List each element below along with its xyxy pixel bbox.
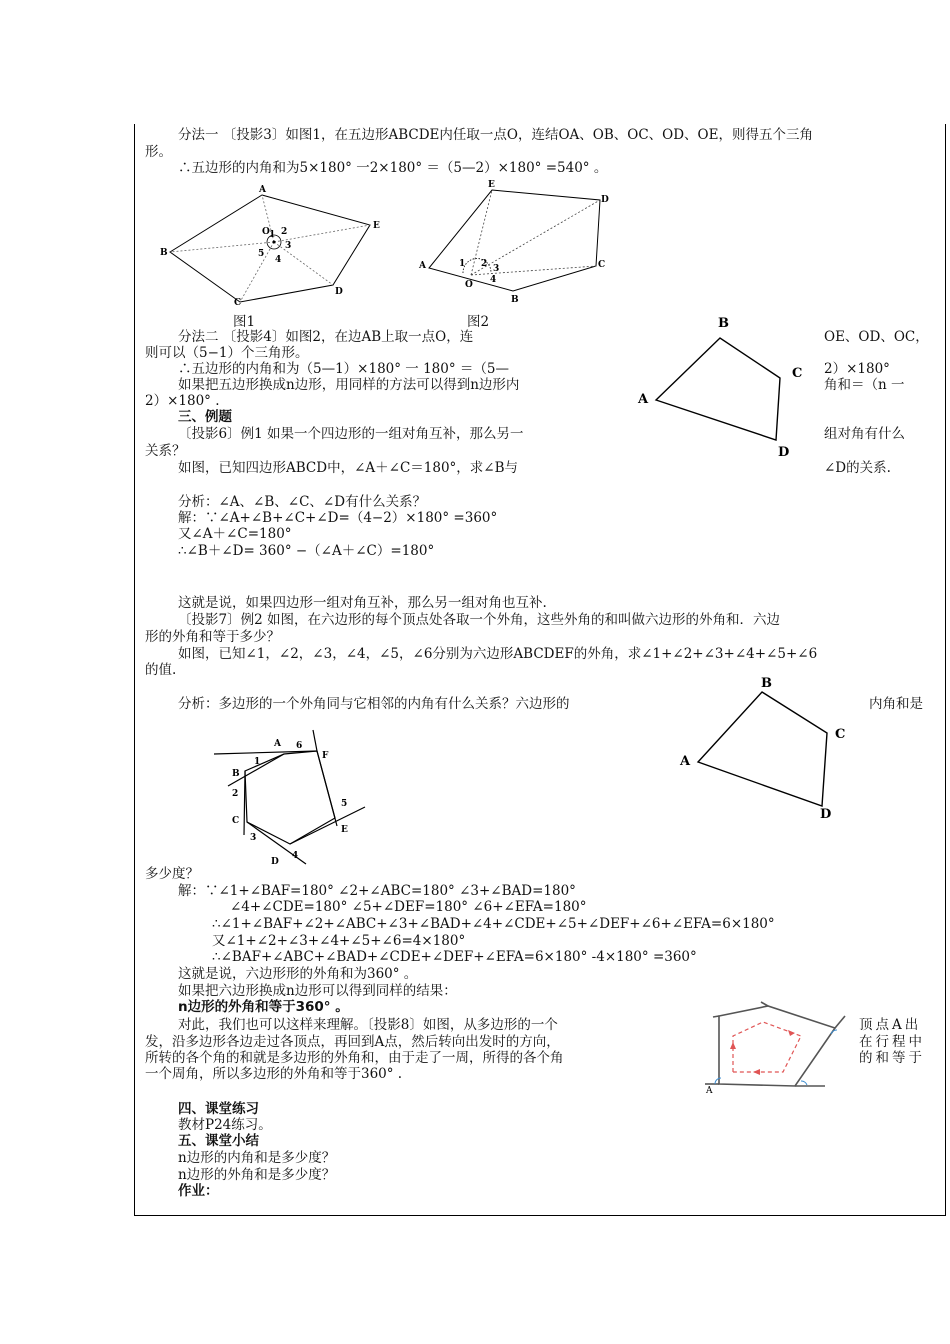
walk-label-a: A: [706, 1086, 713, 1096]
method-two-result-right: 2）×180°: [824, 361, 890, 377]
section-practice-heading: 四、课堂练习: [178, 1101, 259, 1117]
fig2-label-b: B: [511, 295, 519, 305]
fig2-angle-4: 4: [490, 275, 497, 285]
example-2-analysis: 分析：多边形的一个外角同与它相邻的内角有什么关系？六边形的: [178, 696, 570, 712]
walk-explanation-2: 发，沿多边形各边走过各顶点，再回到A点，然后转向出发时的方向，: [145, 1034, 560, 1050]
n-gon-interior-text-right: 角和＝（n 一: [824, 377, 905, 393]
method-one-result: ∴五边形的内角和为5×180° 一2×180° ＝（5—2）×180° =540° 。: [178, 160, 608, 176]
method-two-result: ∴五边形的内角和为（5—1）×180° 一 180° ＝（5—: [178, 361, 509, 377]
example-2-solution-3: ∴∠1+∠BAF+∠2+∠ABC+∠3+∠BAD+∠4+∠CDE+∠5+∠DEF+∠6+∠EFA=6×180°: [212, 916, 775, 932]
fig2-label-d: D: [601, 195, 609, 205]
fig2-label-o: O: [465, 280, 473, 290]
method-two-text: 分法二 〔投影4〕如图2，在边AB上取一点O，连: [178, 329, 474, 345]
example-1-solution-1: 解：∵∠A+∠B+∠C+∠D=（4−2）×180° =360°: [178, 510, 498, 526]
hex-angle-5: 5: [341, 799, 348, 809]
figure-2-pentagon: [415, 178, 615, 308]
hexagon-exterior-angles-figure: [200, 720, 375, 870]
example-2-solution-4: 又∠1+∠2+∠3+∠4+∠5+∠6=4×180°: [212, 933, 466, 949]
polygon-walk-figure: [693, 1006, 853, 1106]
hex-angle-1: 1: [254, 757, 261, 767]
quad1-label-a: A: [638, 392, 649, 407]
fig1-label-o: O: [262, 227, 270, 237]
quad2-label-a: A: [680, 754, 691, 769]
walk-explanation-1-right: 顶点A出: [859, 1017, 922, 1033]
fig1-angle-4: 4: [275, 255, 282, 265]
fig1-label-e: E: [373, 221, 380, 231]
quad1-label-d: D: [778, 445, 790, 460]
quadrilateral-figure-2: [670, 670, 860, 830]
example-1-text-cont: 关系？: [145, 443, 186, 459]
hex-label-c: C: [232, 816, 240, 826]
example-1-text: 〔投影6〕例1 如果一个四边形的一组对角互补，那么另一: [178, 426, 524, 442]
hex-angle-6: 6: [296, 741, 303, 751]
example-2-text: 〔投影7〕例2 如图，在六边形的每个顶点处各取一个外角，这些外角的和叫做六边形的外角和．六边: [178, 612, 780, 628]
walk-explanation-2-right: 在行程中: [859, 1034, 925, 1050]
fig1-label-d: D: [335, 287, 343, 297]
quadrilateral-figure-1: [630, 310, 803, 460]
example-2-given: 如图，已知∠1，∠2，∠3，∠4，∠5，∠6分别为六边形ABCDEF的外角，求∠1+∠2+∠3+∠4+∠5+∠6: [178, 646, 818, 662]
fig2-angle-2: 2: [481, 259, 488, 269]
quad1-label-c: C: [792, 366, 803, 381]
hex-label-b: B: [232, 769, 240, 779]
hex-label-a: A: [274, 739, 281, 749]
fig2-angle-3: 3: [493, 264, 500, 274]
walk-explanation-4: 一个周角，所以多边形的外角和等于360° .: [145, 1066, 403, 1082]
walk-explanation-3-right: 的和等于: [859, 1050, 925, 1066]
example-2-solution-2: ∠4+∠CDE=180° ∠5+∠DEF=180° ∠6+∠EFA=180°: [230, 899, 587, 915]
example-1-given-right: ∠D的关系.: [824, 460, 891, 476]
fig1-label-c: C: [234, 298, 242, 308]
walk-explanation-1: 对此，我们也可以这样来理解。〔投影8〕如图，从多边形的一个: [178, 1017, 558, 1033]
example-1-given: 如图，已知四边形ABCD中，∠A＋∠C＝180°，求∠B与: [178, 460, 519, 476]
n-gon-generalization: 如果把六边形换成n边形可以得到同样的结果：: [178, 983, 457, 999]
fig1-label-a: A: [259, 185, 266, 195]
fig2-label-a: A: [419, 261, 426, 271]
example-1-conclusion: 这就是说，如果四边形一组对角互补，那么另一组对角也互补.: [178, 595, 547, 611]
hex-angle-4: 4: [292, 851, 299, 861]
section-examples-heading: 三、例题: [178, 409, 232, 425]
section-summary-heading: 五、课堂小结: [178, 1133, 259, 1149]
n-gon-interior-formula: 2）×180° .: [145, 393, 220, 409]
example-2-analysis-cont: 多少度？: [145, 866, 199, 882]
example-1-analysis: 分析：∠A、∠B、∠C、∠D有什么关系？: [178, 494, 427, 510]
homework-heading: 作业：: [178, 1183, 219, 1199]
hex-label-d: D: [271, 857, 279, 867]
walk-explanation-3: 所转的各个角的和就是多边形的外角和，由于走了一周，所得的各个角: [145, 1050, 564, 1066]
method-two-text-cont: 则可以（5−1）个三角形。: [145, 345, 309, 361]
summary-question-1: n边形的内角和是多少度？: [178, 1150, 336, 1166]
example-2-analysis-right: 内角和是: [869, 696, 923, 712]
example-1-solution-3: ∴∠B＋∠D= 360° −（∠A＋∠C）=180°: [178, 543, 435, 559]
n-gon-exterior-theorem: n边形的外角和等于360° 。: [178, 999, 349, 1015]
example-1-solution-2: 又∠A＋∠C=180°: [178, 526, 292, 542]
example-1-text-right: 组对角有什么: [824, 426, 905, 442]
fig1-angle-2: 2: [281, 227, 288, 237]
example-2-solution-5: ∴∠BAF+∠ABC+∠BAD+∠CDE+∠DEF+∠EFA=6×180° -4×180° =360°: [212, 949, 697, 965]
quad1-label-b: B: [718, 316, 729, 331]
fig2-label-e: E: [488, 180, 495, 190]
fig2-label-c: C: [598, 260, 606, 270]
figure-1-caption: 图1: [233, 314, 256, 330]
hex-label-f: F: [322, 751, 329, 761]
method-one-text-cont: 形。: [145, 144, 172, 160]
n-gon-interior-text: 如果把五边形换成n边形，用同样的方法可以得到n边形内: [178, 377, 520, 393]
method-two-text-right: OE、OD、OC，: [824, 329, 929, 345]
example-2-given-cont: 的值.: [145, 662, 177, 678]
figure-2-caption: 图2: [467, 314, 490, 330]
quad2-label-d: D: [820, 807, 832, 822]
quad2-label-b: B: [761, 676, 772, 691]
practice-text: 教材P24练习。: [178, 1117, 272, 1133]
example-2-conclusion: 这就是说，六边形形的外角和为360° 。: [178, 966, 418, 982]
fig1-angle-1: 1: [269, 230, 276, 240]
quad2-label-c: C: [835, 727, 846, 742]
fig2-angle-1: 1: [459, 259, 466, 269]
method-one-text: 分法一 〔投影3〕如图1，在五边形ABCDE内任取一点O，连结OA、OB、OC、OD、OE，则得五个三角: [178, 127, 813, 143]
hex-label-e: E: [341, 825, 348, 835]
fig1-angle-5: 5: [258, 249, 265, 259]
fig1-angle-3: 3: [285, 241, 292, 251]
figure-1-pentagon: [155, 180, 395, 310]
summary-question-2: n边形的外角和是多少度？: [178, 1167, 336, 1183]
hex-angle-2: 2: [232, 789, 239, 799]
example-2-solution-1: 解：∵∠1+∠BAF=180° ∠2+∠ABC=180° ∠3+∠BAD=180°: [178, 883, 576, 899]
example-2-text-cont: 形的外角和等于多少？: [145, 629, 280, 645]
hex-angle-3: 3: [250, 833, 257, 843]
fig1-label-b: B: [160, 248, 168, 258]
